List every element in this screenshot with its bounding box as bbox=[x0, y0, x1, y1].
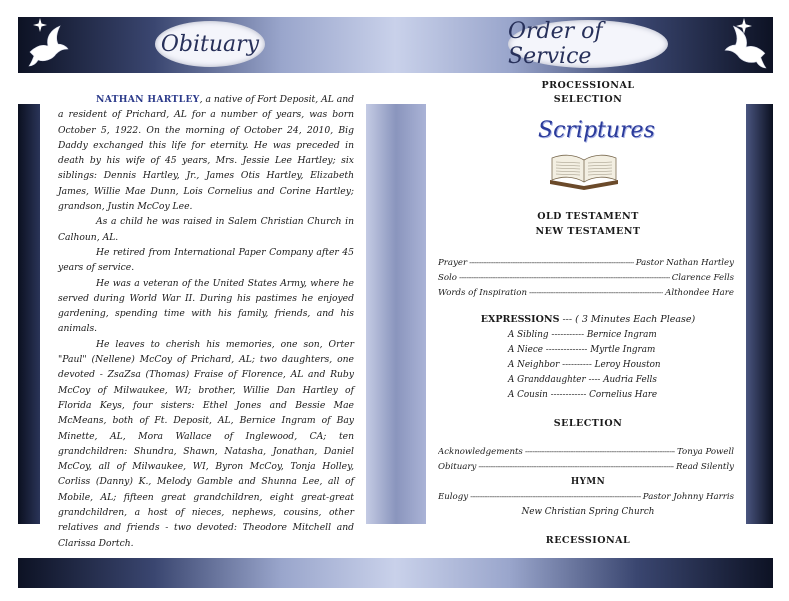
obituary-body bbox=[58, 92, 354, 551]
order-of-service-title: Order of Service bbox=[508, 20, 668, 68]
expression-item: A Granddaughter ---- Audria Fells bbox=[508, 375, 657, 385]
footer-banner bbox=[18, 558, 773, 588]
program-row-prayer: Prayer ----- Pastor Nathan Hartley bbox=[438, 258, 734, 268]
expressions-heading: EXPRESSIONS --- ( 3 Minutes Each Please) bbox=[480, 314, 696, 325]
left-side-panel bbox=[18, 104, 40, 524]
hymn-heading: HYMN bbox=[570, 477, 606, 487]
expression-item: A Cousin ------------ Cornelius Hare bbox=[508, 390, 658, 400]
program-row-acknowledgements: Acknowledgements ----- Tonya Powell bbox=[438, 447, 734, 457]
expression-item: A Neighbor ---------- Leroy Houston bbox=[508, 360, 661, 370]
scriptures-title: Scriptures bbox=[538, 118, 655, 143]
obituary-paragraph: He was a veteran of the United States Army, where he served during World War II. During his pastimes he enjoyed gardening, spending time with his family, friends, and his animals. bbox=[58, 277, 354, 335]
program-row-obituary: Obituary ----- Read Silently bbox=[438, 462, 734, 472]
deceased-name: NATHAN HARTLEY bbox=[96, 94, 200, 105]
dove-icon bbox=[720, 22, 770, 70]
new-testament-heading: NEW TESTAMENT bbox=[535, 226, 641, 237]
expression-item: A Sibling ----------- Bernice Ingram bbox=[508, 330, 657, 340]
processional-heading: PROCESSIONAL bbox=[541, 80, 635, 91]
selection-heading: SELECTION bbox=[553, 94, 623, 105]
expression-item: A Niece -------------- Myrtle Ingram bbox=[508, 345, 656, 355]
bible-icon bbox=[548, 150, 620, 190]
obituary-paragraph: He retired from International Paper Company after 45 years of service. bbox=[58, 246, 354, 274]
obituary-paragraph: As a child he was raised in Salem Christian Church in Calhoun, AL. bbox=[58, 216, 354, 243]
dove-icon bbox=[26, 22, 72, 68]
old-testament-heading: OLD TESTAMENT bbox=[537, 211, 639, 222]
right-side-panel bbox=[746, 104, 773, 524]
recessional-heading: RECESSIONAL bbox=[545, 535, 631, 546]
obituary-title: Obituary bbox=[155, 21, 265, 67]
center-divider-panel bbox=[366, 104, 426, 524]
program-row-eulogy: Eulogy ----- Pastor Johnny Harris bbox=[438, 492, 734, 502]
program-row-solo: Solo ----- Clarence Fells bbox=[438, 273, 734, 283]
program-row-words-of-inspiration: Words of Inspiration ----- Althondee Hare bbox=[438, 288, 734, 298]
obituary-paragraph: NATHAN HARTLEY, a native of Fort Deposit, AL and a resident of Prichard, AL for a number of years, was born October 5, 1922. On the morning of October 24, 2010, Big Daddy exchanged this life for eternity. He was preceded in death by his wife of 45 years, Mrs. Jessie Lee Hartley; six siblings: Dennis Hartley, Jr., James Otis Hartley, Elizabeth James, Willie Mae Dunn, Lois Cornelius and Corine Hartley; grandson, Justin McCoy Lee. bbox=[58, 94, 355, 213]
church-name: New Christian Spring Church bbox=[521, 507, 655, 517]
obituary-paragraph: He leaves to cherish his memories, one son, Orter "Paul" (Nellene) McCoy of Prichard, AL; two daughters, one devoted - ZsaZsa (Thomas) Fraise of Florence, AL and Ruby McCoy of Milwaukee, WI; brother, Willie Dan Hartley of Florida Keys, four sisters: Ethel Jones and Bessie Mae McMeans, both of Ft. Deposit, AL, Bernice Ingram of Bay Minette, AL, Mora Wallace of Inglewood, CA; ten grandchildren: Shundra, Shawn, Natasha, Jonathan, Daniel McCoy, all of Milwaukee, WI, Byron McCoy, Tonja Holley, Corliss (Danny) K., Melody Gamble and Shunna Lee, all of Mobile, AL; fifteen great grandchildren, eight great-great grandchildren, a host of nieces, nephews, cousins, other relatives and friends - two devoted: Theodore Mitchell and Clarissa Dortch. bbox=[58, 338, 354, 549]
selection-heading: SELECTION bbox=[553, 418, 623, 429]
